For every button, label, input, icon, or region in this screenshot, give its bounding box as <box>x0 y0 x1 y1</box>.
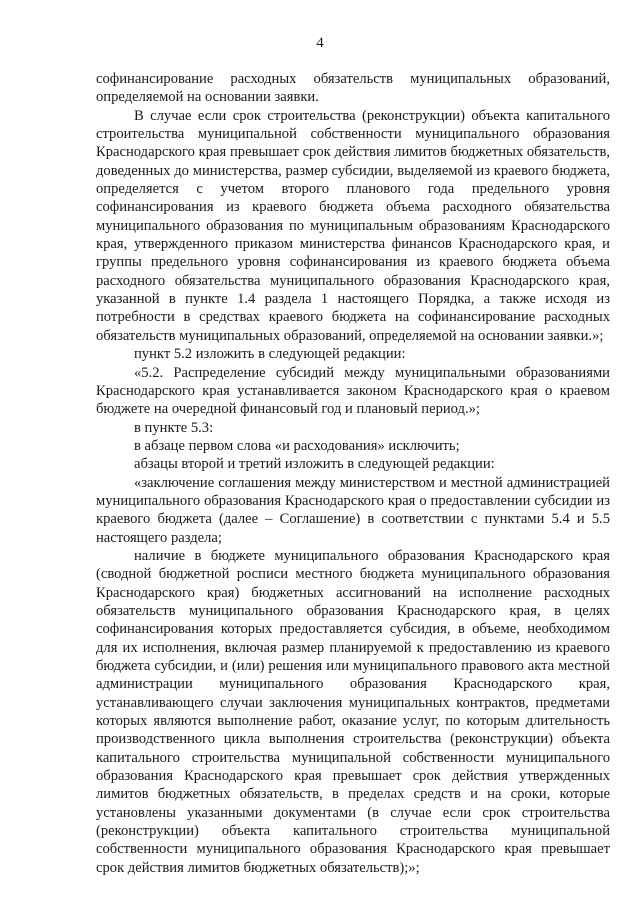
paragraph-second-third-abzac: абзацы второй и третий изложить в следующей редакции: <box>134 456 495 473</box>
page-number: 4 <box>316 35 324 51</box>
paragraph-agreement: «заключение соглашения между министерством и местной администрацией муниципального образования Краснодарского края о предоставлении субсидии из краевого бюджета (далее – Соглашение) в соответствии с пунктами 5.4 и 5.5 настоящего раздела; <box>96 474 610 546</box>
paragraph-construction-term: В случае если срок строительства (реконструкции) объекта капитального строительства муниципальной собственности муниципального образования Краснодарского края превышает срок действия лимитов бюджетных обязательств, доведенных до министерства, размер субсидии, выделяемой из краевого бюджета, определяется с учетом второго планового года предельного уровня софинансирования из краевого бюджета объема расходного обязательства муниципального образования по муниципальным образованиям Краснодарского края, утвержденного приказом министерства финансов Краснодарского края, и группы предельного уровня софинансирования из краевого бюджета объема расходного обязательства муниципального образования Краснодарского края, указанной в пункте 1.4 раздела 1 настоящего Порядка, а также исходя из потребности в средствах краевого бюджета на софинансирование расходных обязательств муниципальных образований, определяемой на основании заявки.»; <box>96 107 610 344</box>
paragraph-clause-5-3-intro: в пункте 5.3: <box>134 419 214 436</box>
paragraph-budget-availability: наличие в бюджете муниципального образования Краснодарского края (сводной бюджетной росписи местного бюджета муниципального образования Краснодарского края) бюджетных ассигнований на исполнение расходных обязательств муниципального образования Краснодарского края, в целях софинансирования которых предоставляется субсидия, в объеме, необходимом для их исполнения, включая размер планируемой к предоставлению из краевого бюджета субсидии, и (или) решения или муниципального правового акта местной администрации муниципального образования Краснодарского края, устанавливающего случаи заключения муниципальных контрактов, предметами которых являются выполнение работ, оказание услуг, по которым длительность производственного цикла выполнения строительства (реконструкции) объекта капитального строительства муниципальной собственности муниципального образования Краснодарского края превышает срок действия утвержденных лимитов бюджетных обязательств, в пределах средств и на сроки, которые установлены указанными документами (в случае если срок строительства (реконструкции) объекта капитального строительства муниципальной собственности муниципального образования Краснодарского края превышает срок действия лимитов бюджетных обязательств);»; <box>96 547 610 876</box>
paragraph-clause-5-2: «5.2. Распределение субсидий между муниципальными образованиями Краснодарского края устанавливается законом Краснодарского края о краевом бюджете на очередной финансовый год и плановый период.»; <box>96 364 610 418</box>
paragraph-continuation: софинансирование расходных обязательств муниципальных образований, определяемой на основании заявки. <box>96 71 610 106</box>
document-body <box>96 70 610 877</box>
paragraph-clause-5-2-intro: пункт 5.2 изложить в следующей редакции: <box>134 346 406 363</box>
paragraph-first-abzac: в абзаце первом слова «и расходования» исключить; <box>134 437 460 454</box>
